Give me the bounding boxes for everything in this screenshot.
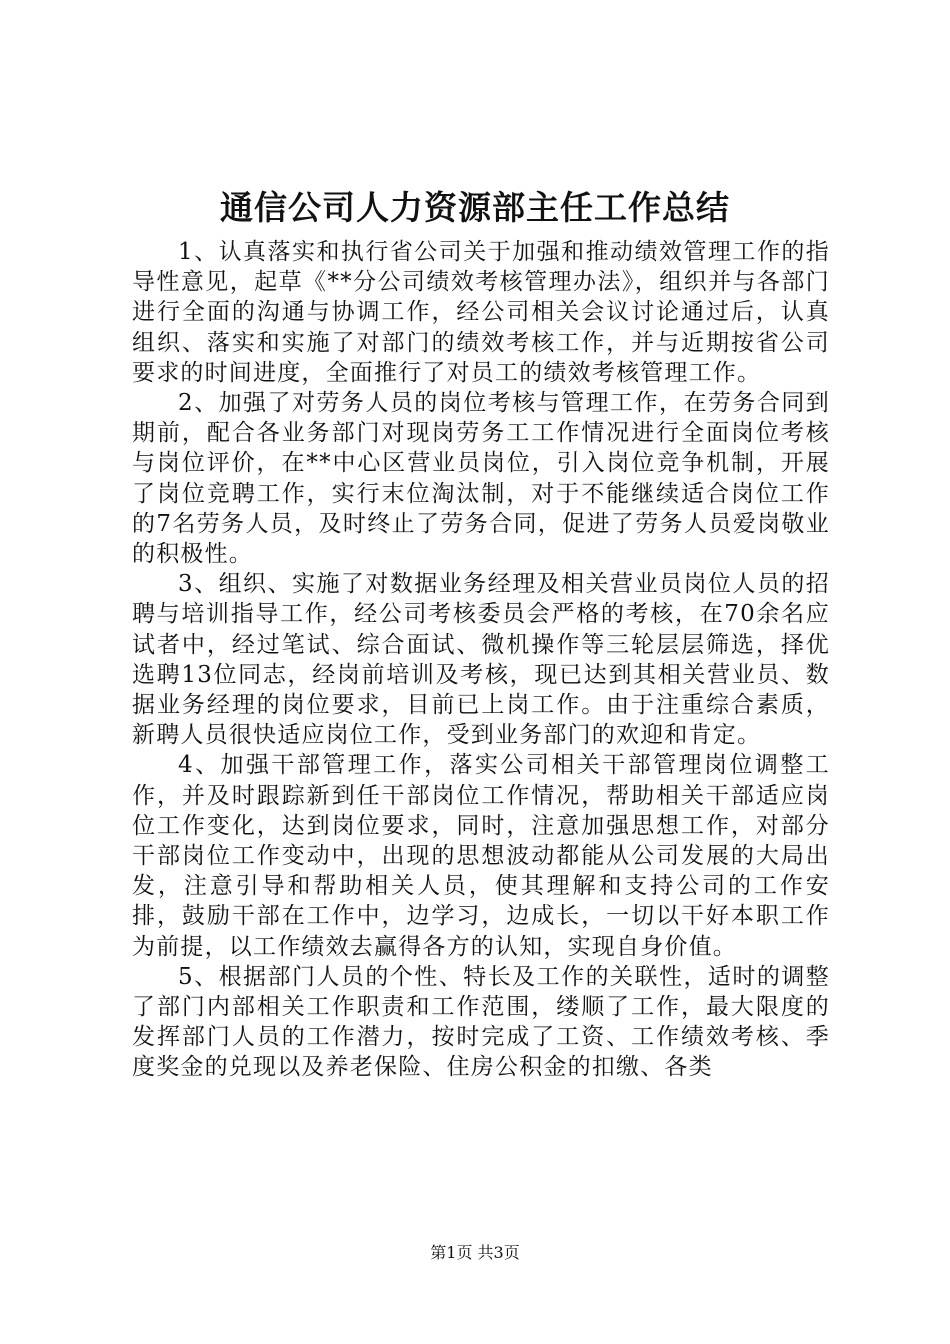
paragraph-5: 5、根据部门人员的个性、特长及工作的关联性，适时的调整了部门内部相关工作职责和工作范围，缕顺了工作，最大限度的发挥部门人员的工作潜力，按时完成了工资、工作绩效考核、季度奖金的兑现以及养老保险、住房公积金的扣缴、各类 [132, 963, 830, 1081]
page-footer: 第1页 共3页 [430, 1243, 520, 1262]
paragraph-1: 1、认真落实和执行省公司关于加强和推动绩效管理工作的指导性意见，起草《**分公司绩效考核管理办法》，组织并与各部门进行全面的沟通与协调工作，经公司相关会议讨论通过后，认真组织、落实和实施了对部门的绩效考核工作，并与近期按省公司要求的时间进度，全面推行了对员工的绩效考核管理工作。 [132, 239, 830, 386]
document-body [132, 237, 830, 1083]
paragraph-2: 2、加强了对劳务人员的岗位考核与管理工作，在劳务合同到期前，配合各业务部门对现岗劳务工工作情况进行全面岗位考核与岗位评价，在**中心区营业员岗位，引入岗位竞争机制，开展了岗位竞聘工作，实行末位淘汰制，对于不能继续适合岗位工作的7名劳务人员，及时终止了劳务合同，促进了劳务人员爱岗敬业的积极性。 [132, 390, 830, 568]
paragraph-3: 3、组织、实施了对数据业务经理及相关营业员岗位人员的招聘与培训指导工作，经公司考核委员会严格的考核，在70余名应试者中，经过笔试、综合面试、微机操作等三轮层层筛选，择优选聘13位同志，经岗前培训及考核，现已达到其相关营业员、数据业务经理的岗位要求，目前已上岗工作。由于注重综合素质，新聘人员很快适应岗位工作，受到业务部门的欢迎和肯定。 [132, 571, 830, 749]
document-title: 通信公司人力资源部主任工作总结 [220, 188, 730, 227]
paragraph-4: 4、加强干部管理工作，落实公司相关干部管理岗位调整工作，并及时跟踪新到任干部岗位工作情况，帮助相关干部适应岗位工作变化，达到岗位要求，同时，注意加强思想工作，对部分干部岗位工作变动中，出现的思想波动都能从公司发展的大局出发，注意引导和帮助相关人员，使其理解和支持公司的工作安排，鼓励干部在工作中，边学习，边成长，一切以干好本职工作为前提，以工作绩效去赢得各方的认知，实现自身价值。 [132, 752, 830, 960]
